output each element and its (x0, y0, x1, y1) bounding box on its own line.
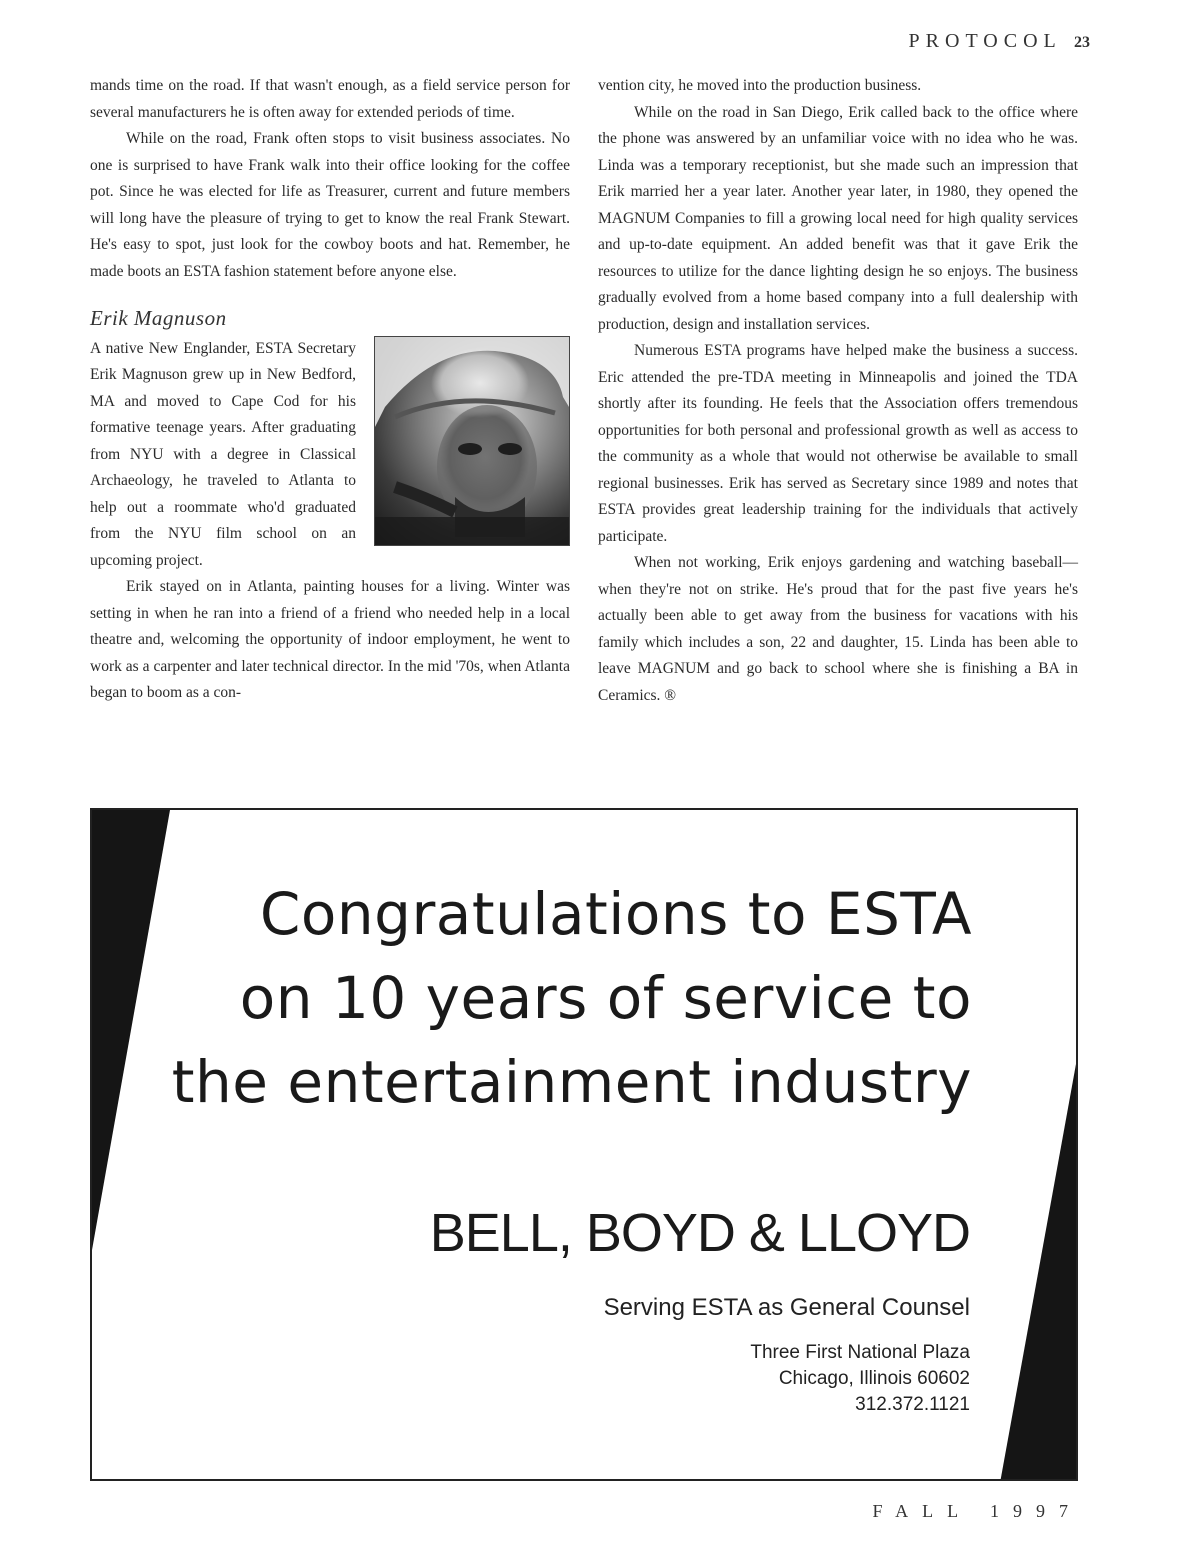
firm-address (750, 1340, 970, 1418)
portrait-photo (374, 336, 570, 546)
ad-headline-line: the entertainment industry (171, 1048, 972, 1116)
ad-headline-line: Congratulations to ESTA (259, 880, 972, 948)
paragraph: A native New Englander, ESTA Secretary Erik Magnuson grew up in New Bedford, MA and moved to Cape Cod for his formative teenage years. After graduating from NYU with a degree in Classical Archaeology, he traveled to Atlanta to help out a roommate who'd graduated from the NYU film school on an upcoming project. (90, 339, 356, 569)
firm-name: BELL, BOYD & LLOYD (429, 1203, 970, 1263)
paragraph: Erik stayed on in Atlanta, painting houses for a living. Winter was setting in when he ran into a friend of a friend who needed help in a local theatre and, welcoming the opportunity of indoor employment, he went to work as a carpenter and later technical director. In the mid '70s, when Atlanta began to boom as a con- (90, 578, 570, 701)
section-heading: Erik Magnuson (90, 306, 227, 330)
address-line: Three First National Plaza (750, 1342, 970, 1363)
address-line: Chicago, Illinois 60602 (778, 1368, 970, 1389)
issue-footer: FALL 1997 (872, 1501, 1082, 1521)
paragraph: While on the road in San Diego, Erik called back to the office where the phone was answered by an unfamiliar voice with no idea who he was. Linda was a temporary receptionist, but she made such an impression that Erik married her a year later. Another year later, in 1980, they opened the MAGNUM Companies to fill a growing local need for high quality services and up-to-date equipment. An added benefit was that it gave Erik the resources to utilize for the dance lighting design he so enjoys. The business gradually evolved from a home based company into a full dealership with production, design and installation services. (598, 103, 1078, 333)
ad-headline-line: on 10 years of service to (239, 964, 972, 1032)
firm-tagline: Serving ESTA as General Counsel (603, 1294, 970, 1321)
ad-headline (112, 872, 972, 1124)
paragraph: mands time on the road. If that wasn't enough, as a field service person for several manufacturers he is often away for extended periods of time. (90, 77, 570, 121)
paragraph: When not working, Erik enjoys gardening and watching baseball—when they're not on strike. He's proud that for the past five years he's actually been able to get away from the business for vacations with his family which includes a son, 22 and daughter, 15. Linda has been able to leave MAGNUM and go back to school where she is finishing a BA in Ceramics. ® (598, 554, 1078, 704)
paragraph: vention city, he moved into the production business. (598, 77, 922, 94)
paragraph: Numerous ESTA programs have helped make the business a success. Eric attended the pre-TDA meeting in Minneapolis and joined the TDA shortly after its founding. He feels that the Association offers tremendous opportunities for both personal and professional growth as well as access to the community as a whole that would not otherwise be available to small regional businesses. Erik has served as Secretary since 1989 and notes that ESTA provides great leadership training for the individuals that actively participate. (598, 342, 1078, 545)
advertisement (90, 808, 1078, 1481)
page-number: 23 (1074, 34, 1090, 51)
magazine-title: PROTOCOL (908, 30, 1061, 52)
paragraph: While on the road, Frank often stops to visit business associates. No one is surprised to have Frank walk into their office looking for the coffee pot. Since he was elected for life as Treasurer, current and future members will long have the pleasure of trying to get to know the real Frank Stewart. He's easy to spot, just look for the cowboy boots and hat. Remember, he made boots an ESTA fashion statement before anyone else. (90, 130, 570, 280)
phone-number: 312.372.1121 (855, 1394, 970, 1415)
right-column (598, 73, 1078, 709)
left-column (90, 73, 570, 707)
running-header (909, 30, 1090, 53)
